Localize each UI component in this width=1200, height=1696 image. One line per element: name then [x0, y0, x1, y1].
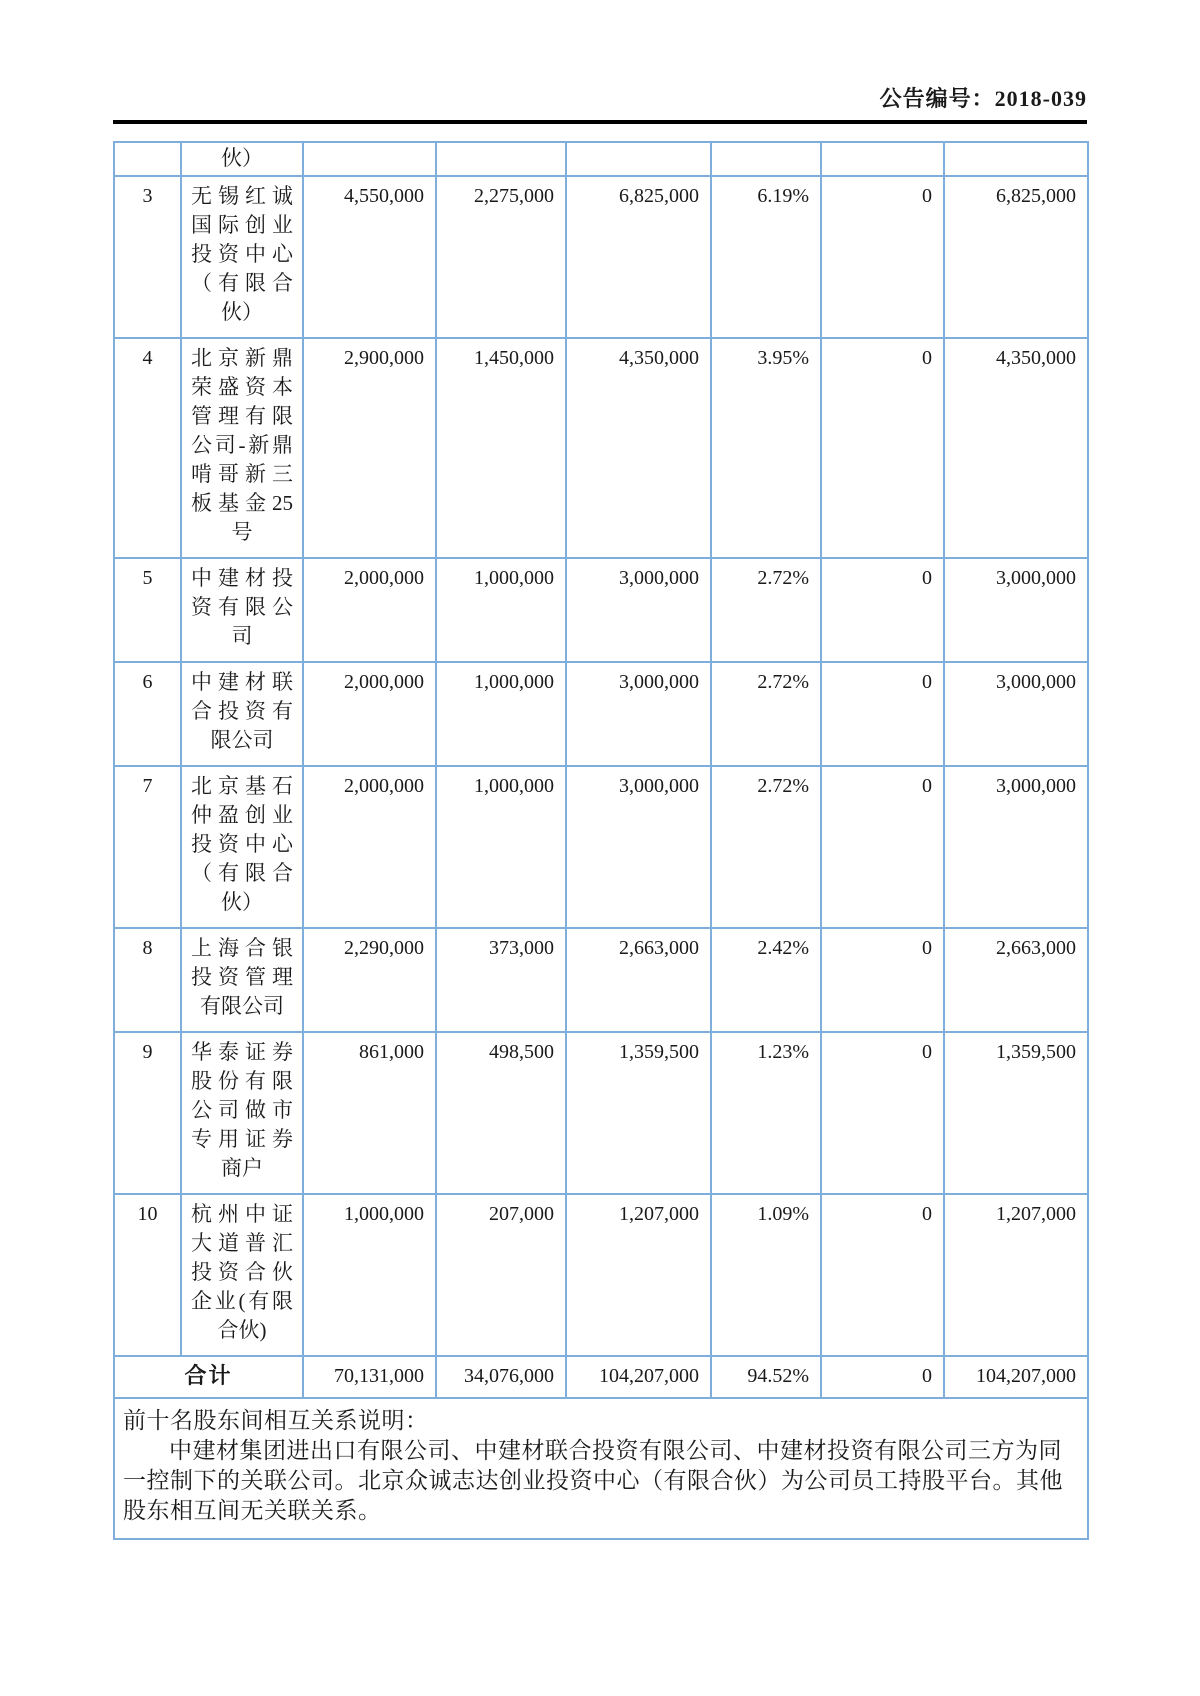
value-cell — [711, 142, 821, 176]
value-cell: 0 — [821, 662, 944, 766]
value-cell: 4,350,000 — [944, 338, 1088, 558]
rank-cell: 10 — [114, 1194, 181, 1356]
total-value-cell: 104,207,000 — [566, 1356, 711, 1398]
value-cell: 1.09% — [711, 1194, 821, 1356]
shareholder-name-cell: 上海合银投资管理有限公司 — [181, 928, 303, 1032]
shareholder-name-cell: 中建材投资有限公司 — [181, 558, 303, 662]
shareholders-table — [113, 141, 1089, 1540]
shareholder-name-cell: 伙） — [181, 142, 303, 176]
value-cell: 3,000,000 — [566, 766, 711, 928]
value-cell: 3,000,000 — [944, 558, 1088, 662]
value-cell: 2,663,000 — [944, 928, 1088, 1032]
value-cell: 2,900,000 — [303, 338, 436, 558]
value-cell: 1,359,500 — [566, 1032, 711, 1194]
note-body: 中建材集团进出口有限公司、中建材联合投资有限公司、中建材投资有限公司三方为同一控制下的关联公司。北京众诚志达创业投资中心（有限合伙）为公司员工持股平台。其他股东相互间无关联关系。 — [123, 1438, 1063, 1523]
value-cell: 3,000,000 — [944, 766, 1088, 928]
value-cell: 2,000,000 — [303, 766, 436, 928]
value-cell — [303, 142, 436, 176]
value-cell: 4,550,000 — [303, 176, 436, 338]
value-cell: 0 — [821, 558, 944, 662]
value-cell: 1.23% — [711, 1032, 821, 1194]
announcement-number: 公告编号：2018-039 — [879, 86, 1087, 111]
value-cell: 2,275,000 — [436, 176, 566, 338]
value-cell: 1,000,000 — [436, 558, 566, 662]
value-cell: 2,000,000 — [303, 558, 436, 662]
value-cell: 3,000,000 — [944, 662, 1088, 766]
total-row — [114, 1356, 1088, 1398]
value-cell: 498,500 — [436, 1032, 566, 1194]
value-cell: 2.42% — [711, 928, 821, 1032]
rank-cell — [114, 142, 181, 176]
note-heading: 前十名股东间相互关系说明： — [123, 1408, 429, 1433]
table-row — [114, 558, 1088, 662]
table-row — [114, 766, 1088, 928]
relationship-note-cell — [114, 1398, 1088, 1539]
value-cell: 1,359,500 — [944, 1032, 1088, 1194]
carryover-row — [114, 142, 1088, 176]
value-cell: 1,000,000 — [303, 1194, 436, 1356]
shareholder-name-cell: 中建材联合投资有限公司 — [181, 662, 303, 766]
shareholder-name-cell: 北京新鼎荣盛资本管理有限公司-新鼎啃哥新三板基金25号 — [181, 338, 303, 558]
value-cell: 1,207,000 — [944, 1194, 1088, 1356]
value-cell: 0 — [821, 766, 944, 928]
value-cell: 0 — [821, 928, 944, 1032]
value-cell: 6,825,000 — [944, 176, 1088, 338]
value-cell: 2,663,000 — [566, 928, 711, 1032]
value-cell — [436, 142, 566, 176]
shareholder-name-cell: 北京基石仲盈创业投资中心（有限合伙） — [181, 766, 303, 928]
table-row — [114, 338, 1088, 558]
total-value-cell: 104,207,000 — [944, 1356, 1088, 1398]
rank-cell: 9 — [114, 1032, 181, 1194]
header-divider-rule — [113, 120, 1087, 124]
value-cell — [566, 142, 711, 176]
total-label-cell: 合计 — [114, 1356, 303, 1398]
value-cell: 1,450,000 — [436, 338, 566, 558]
value-cell: 0 — [821, 176, 944, 338]
rank-cell: 3 — [114, 176, 181, 338]
shareholders-table-body — [114, 142, 1088, 1539]
table-row — [114, 662, 1088, 766]
value-cell: 2,290,000 — [303, 928, 436, 1032]
value-cell: 4,350,000 — [566, 338, 711, 558]
value-cell: 6,825,000 — [566, 176, 711, 338]
table-row — [114, 1032, 1088, 1194]
value-cell: 861,000 — [303, 1032, 436, 1194]
value-cell: 2.72% — [711, 662, 821, 766]
value-cell: 3.95% — [711, 338, 821, 558]
value-cell: 3,000,000 — [566, 662, 711, 766]
shareholder-name-cell: 华泰证券股份有限公司做市专用证券商户 — [181, 1032, 303, 1194]
rank-cell: 8 — [114, 928, 181, 1032]
total-value-cell: 34,076,000 — [436, 1356, 566, 1398]
value-cell: 2,000,000 — [303, 662, 436, 766]
value-cell: 0 — [821, 1194, 944, 1356]
value-cell — [944, 142, 1088, 176]
value-cell: 0 — [821, 1032, 944, 1194]
total-value-cell: 0 — [821, 1356, 944, 1398]
value-cell: 2.72% — [711, 766, 821, 928]
value-cell: 1,207,000 — [566, 1194, 711, 1356]
shareholder-name-cell: 杭州中证大道普汇投资合伙企业(有限合伙) — [181, 1194, 303, 1356]
value-cell — [821, 142, 944, 176]
table-row — [114, 1194, 1088, 1356]
value-cell: 1,000,000 — [436, 766, 566, 928]
value-cell: 373,000 — [436, 928, 566, 1032]
rank-cell: 5 — [114, 558, 181, 662]
value-cell: 6.19% — [711, 176, 821, 338]
table-row — [114, 928, 1088, 1032]
rank-cell: 7 — [114, 766, 181, 928]
value-cell: 3,000,000 — [566, 558, 711, 662]
value-cell: 1,000,000 — [436, 662, 566, 766]
value-cell: 2.72% — [711, 558, 821, 662]
value-cell: 207,000 — [436, 1194, 566, 1356]
shareholder-name-cell: 无锡红诚国际创业投资中心（有限合伙） — [181, 176, 303, 338]
rank-cell: 6 — [114, 662, 181, 766]
value-cell: 0 — [821, 338, 944, 558]
total-value-cell: 94.52% — [711, 1356, 821, 1398]
relationship-note-row — [114, 1398, 1088, 1539]
rank-cell: 4 — [114, 338, 181, 558]
total-value-cell: 70,131,000 — [303, 1356, 436, 1398]
table-row — [114, 176, 1088, 338]
